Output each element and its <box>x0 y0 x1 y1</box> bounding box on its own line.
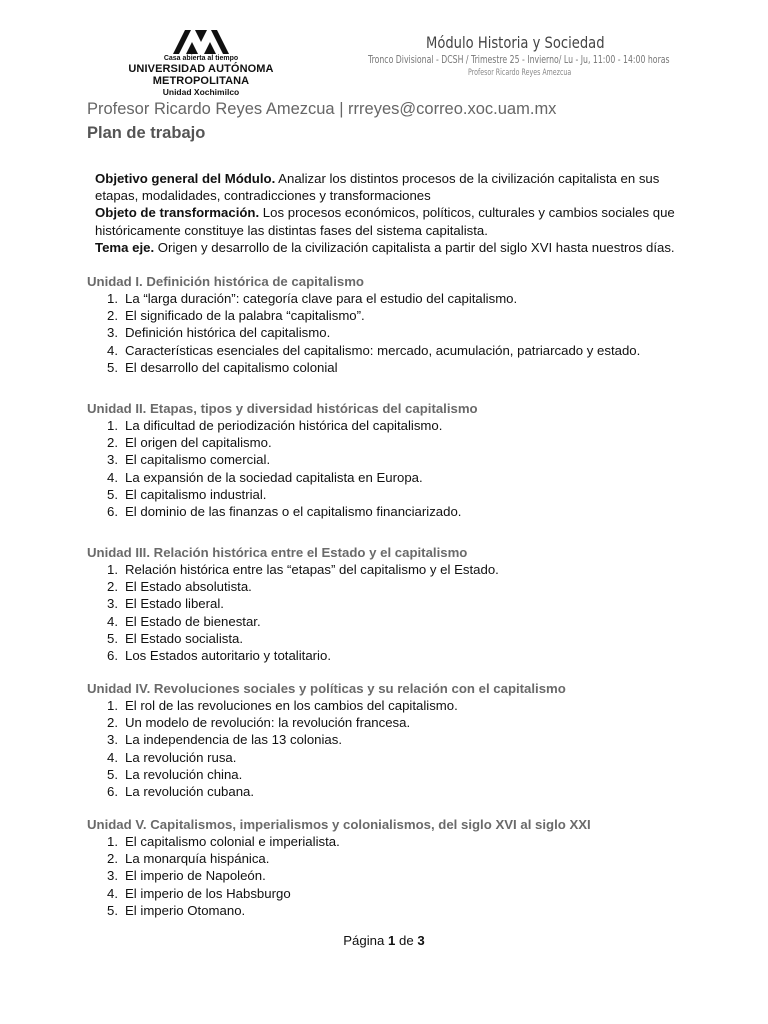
list-item <box>87 731 687 748</box>
item-number: 2. <box>107 715 118 731</box>
item-text: El Estado absolutista. <box>125 579 252 595</box>
item-text: La expansión de la sociedad capitalista en Europa. <box>125 469 423 485</box>
module-header <box>368 33 680 78</box>
item-number: 1. <box>107 291 118 306</box>
list-item <box>87 613 687 630</box>
list-item <box>87 290 687 307</box>
list-item <box>87 902 687 919</box>
item-text: El significado de la palabra “capitalismo”. <box>125 308 365 324</box>
item-number: 2. <box>107 308 118 324</box>
item-text: El imperio Otomano. <box>125 902 246 918</box>
unit-5 <box>87 816 687 919</box>
list-item <box>87 595 687 612</box>
item-text: El imperio de los Habsburgo <box>125 885 291 901</box>
theme-label: Tema eje. <box>95 239 155 255</box>
list-item <box>87 697 687 714</box>
item-text: La “larga duración”: categoría clave para el estudio del capitalismo. <box>125 291 518 306</box>
item-number: 2. <box>107 579 118 595</box>
item-number: 3. <box>107 868 118 884</box>
list-item <box>87 417 687 434</box>
item-number: 1. <box>107 562 118 577</box>
plan-title: Plan de trabajo <box>87 124 206 142</box>
item-number: 4. <box>107 342 118 358</box>
item-number: 1. <box>107 418 118 433</box>
item-number: 6. <box>107 648 118 664</box>
list-item <box>87 766 687 783</box>
item-text: El dominio de las finanzas o el capitalismo financiarizado. <box>125 504 462 520</box>
uam-logo-icon <box>171 28 231 54</box>
unit-list <box>87 417 687 520</box>
item-text: Características esenciales del capitalismo: mercado, acumulación, patriarcado y estado. <box>125 342 641 358</box>
list-item <box>87 451 687 468</box>
list-item <box>87 434 687 451</box>
unit-1 <box>87 273 687 376</box>
item-text: El rol de las revoluciones en los cambios del capitalismo. <box>125 698 458 713</box>
item-number: 2. <box>107 435 118 451</box>
list-item <box>87 307 687 324</box>
list-item <box>87 561 687 578</box>
page-word: Página <box>343 933 385 948</box>
list-item <box>87 850 687 867</box>
list-item <box>87 714 687 731</box>
page-total: 3 <box>417 933 425 948</box>
item-number: 5. <box>107 486 118 502</box>
university-logo <box>96 28 306 97</box>
logo-tagline: Casa abierta al tiempo <box>163 55 239 62</box>
university-name: UNIVERSIDAD AUTÓNOMA METROPOLITANA <box>128 63 274 87</box>
transformation-object-label: Objeto de transformación. <box>95 205 260 221</box>
item-text: La monarquía hispánica. <box>125 851 270 867</box>
module-professor: Profesor Ricardo Reyes Amezcua <box>468 68 572 78</box>
objectives-block <box>95 170 685 256</box>
unit-4 <box>87 680 687 800</box>
item-text: El capitalismo comercial. <box>125 452 271 468</box>
item-number: 4. <box>107 885 118 901</box>
item-text: La independencia de las 13 colonias. <box>125 732 343 748</box>
list-item <box>87 469 687 486</box>
item-text: El Estado socialista. <box>125 630 244 646</box>
item-text: Definición histórica del capitalismo. <box>125 325 331 341</box>
item-text: El Estado de bienestar. <box>125 613 261 629</box>
item-text: La revolución cubana. <box>125 784 255 800</box>
item-text: El origen del capitalismo. <box>125 435 272 451</box>
item-text: El Estado liberal. <box>125 596 224 612</box>
list-item <box>87 885 687 902</box>
theme-text: Origen y desarrollo de la civilización capitalista a partir del siglo XVI hasta nuestros días. <box>154 239 675 255</box>
list-item <box>87 324 687 341</box>
item-number: 1. <box>107 698 118 713</box>
transformation-object-text: Los procesos económicos, políticos, culturales y cambios sociales que históricamente constituye las distintas fases del sistema capitalista. <box>95 205 675 238</box>
item-number: 3. <box>107 325 118 341</box>
item-number: 4. <box>107 613 118 629</box>
item-text: La revolución rusa. <box>125 749 237 765</box>
unit-list <box>87 290 687 376</box>
general-objective-label: Objetivo general del Módulo. <box>95 171 276 186</box>
list-item <box>87 359 687 376</box>
list-item <box>87 630 687 647</box>
page-current: 1 <box>388 933 396 948</box>
item-number: 5. <box>107 630 118 646</box>
professor-contact: Profesor Ricardo Reyes Amezcua | rrreyes@correo.xoc.uam.mx <box>87 100 557 118</box>
unit-title: Unidad V. Capitalismos, imperialismos y colonialismos, del siglo XVI al siglo XXI <box>87 817 591 832</box>
item-number: 4. <box>107 469 118 485</box>
list-item <box>87 342 687 359</box>
item-number: 3. <box>107 732 118 748</box>
item-text: El imperio de Napoleón. <box>125 868 266 884</box>
item-number: 3. <box>107 596 118 612</box>
unit-title: Unidad IV. Revoluciones sociales y políticas y su relación con el capitalismo <box>87 681 566 696</box>
unit-list <box>87 561 687 664</box>
item-text: Relación histórica entre las “etapas” del capitalismo y el Estado. <box>125 562 499 577</box>
list-item <box>87 486 687 503</box>
item-number: 5. <box>107 902 118 918</box>
unit-3 <box>87 544 687 664</box>
university-unit: Unidad Xochimilco <box>162 87 240 97</box>
module-title: Módulo Historia y Sociedad <box>426 33 605 52</box>
module-subtitle: Tronco Divisional - DCSH / Trimestre 25 - Invierno/ Lu - Ju, 11:00 - 14:00 horas <box>368 54 670 66</box>
item-number: 3. <box>107 452 118 468</box>
item-number: 6. <box>107 504 118 520</box>
item-number: 2. <box>107 851 118 867</box>
list-item <box>87 833 687 850</box>
item-text: El capitalismo colonial e imperialista. <box>125 834 340 849</box>
item-text: La dificultad de periodización histórica del capitalismo. <box>125 418 443 433</box>
list-item <box>87 867 687 884</box>
item-number: 5. <box>107 766 118 782</box>
page-of: de <box>399 933 414 948</box>
item-text: El capitalismo industrial. <box>125 486 267 502</box>
list-item <box>87 749 687 766</box>
list-item <box>87 783 687 800</box>
item-text: La revolución china. <box>125 766 243 782</box>
unit-2 <box>87 400 687 520</box>
unit-title: Unidad II. Etapas, tipos y diversidad históricas del capitalismo <box>87 401 478 416</box>
item-text: Los Estados autoritario y totalitario. <box>125 648 331 664</box>
page-footer <box>0 933 768 948</box>
list-item <box>87 578 687 595</box>
item-number: 6. <box>107 784 118 800</box>
item-number: 5. <box>107 359 118 375</box>
unit-list <box>87 833 687 919</box>
unit-title: Unidad III. Relación histórica entre el Estado y el capitalismo <box>87 545 468 560</box>
list-item <box>87 647 687 664</box>
general-objective-text: Analizar los distintos procesos de la civilización capitalista en sus etapas, modalidades, contradicciones y transformaciones <box>95 171 660 204</box>
item-text: Un modelo de revolución: la revolución francesa. <box>125 715 411 731</box>
item-text: El desarrollo del capitalismo colonial <box>125 359 338 375</box>
item-number: 1. <box>107 834 118 849</box>
unit-list <box>87 697 687 800</box>
unit-title: Unidad I. Definición histórica de capitalismo <box>87 274 364 289</box>
list-item <box>87 503 687 520</box>
item-number: 4. <box>107 749 118 765</box>
